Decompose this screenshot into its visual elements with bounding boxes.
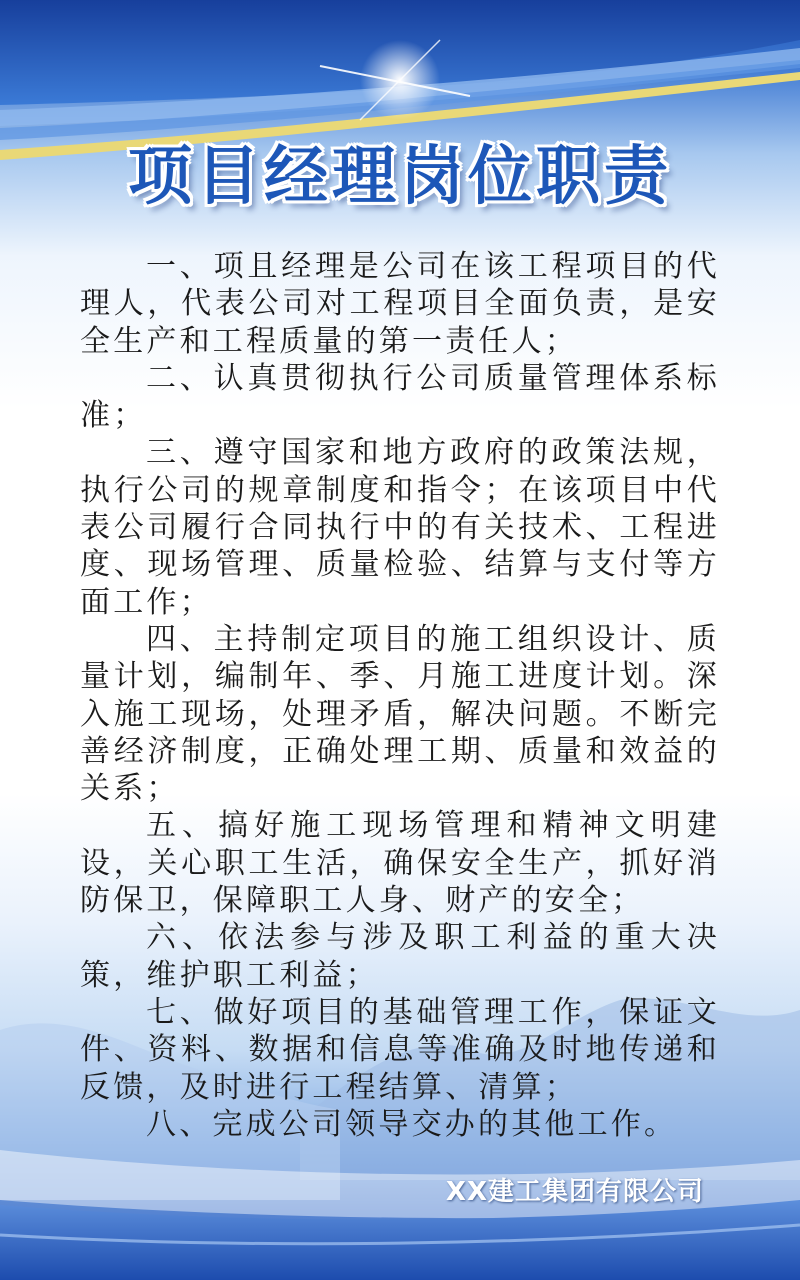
page-title: 项目经理岗位职责: [128, 140, 672, 214]
duty-clause-1: 一、项且经理是公司在该工程项目的代理人，代表公司对工程项目全面负责，是安全生产和工程质量的第一责任人；: [80, 249, 720, 359]
duty-clause-3: 三、遵守国家和地方政府的政策法规，执行公司的规章制度和指令；在该项目中代表公司履行合同执行中的有关技术、工程进度、现场管理、质量检验、结算与支付等方面工作；: [80, 435, 720, 620]
duty-clause-2: 二、认真贯彻执行公司质量管理体系标准；: [80, 360, 720, 434]
duty-clause-5: 五、搞好施工现场管理和精神文明建设，关心职工生活，确保安全生产，抓好消防保卫，保障职工人身、财产的安全；: [80, 808, 720, 919]
duty-clause-6: 六、依法参与涉及职工利益的重大决策，维护职工利益；: [80, 920, 720, 993]
duty-clause-8: 八、完成公司领导交办的其他工作。: [146, 1106, 678, 1142]
duties-list: [80, 248, 720, 1143]
company-name: XX建工集团有限公司: [445, 1177, 704, 1207]
duty-clause-4: 四、主持制定项目的施工组织设计、质量计划，编制年、季、月施工进度计划。深入施工现场，处理矛盾，解决问题。不断完善经济制度，正确处理工期、质量和效益的关系；: [80, 621, 720, 807]
duty-clause-7: 七、做好项目的基础管理工作，保证文件、资料、数据和信息等准确及时地传递和反馈，及时进行工程结算、清算；: [80, 994, 720, 1105]
